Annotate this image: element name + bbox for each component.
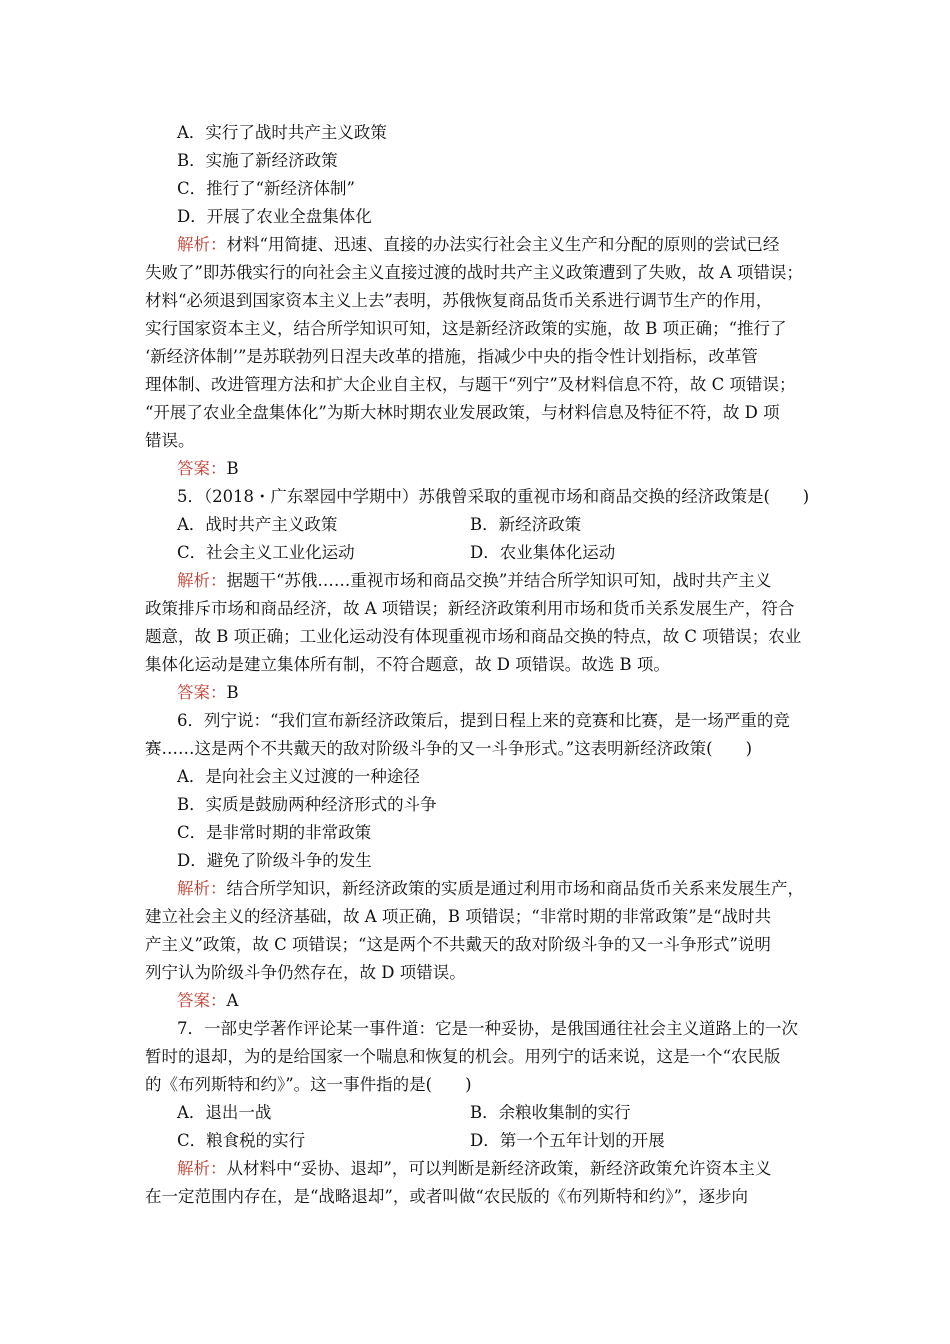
q7-stem-line: 7．一部史学著作评论某一事件道：它是一种妥协，是俄国通往社会主义道路上的一次 [177,1019,798,1038]
analysis-label: 解析： [177,571,227,590]
q4-analysis-line: 错误。 [145,431,195,450]
q6-stem-line: 赛……这是两个不共戴天的敌对阶级斗争的又一斗争形式。”这表明新经济政策( ) [145,739,753,758]
q5-option-c: C．社会主义工业化运动 [177,543,355,562]
q5-answer [177,683,239,703]
q4-option-c: C．推行了“新经济体制” [177,179,355,198]
q7-option-a: A．退出一战 [177,1103,272,1122]
answer-label: 答案： [177,683,227,702]
analysis-text: 材料“用简捷、迅速、直接的办法实行社会主义生产和分配的原则的尝试已经 [226,235,780,254]
q6-option-d: D．避免了阶级斗争的发生 [177,851,372,870]
q4-analysis-line: 材料“必须退到国家资本主义上去”表明，苏俄恢复商品货币关系进行调节生产的作用， [145,291,773,310]
q5-analysis-first-line [177,571,771,591]
q4-option-a: A．实行了战时共产主义政策 [177,123,387,142]
answer-value: B [226,459,239,478]
q6-analysis-line: 产主义”政策，故 C 项错误；“这是两个不共戴天的敌对阶级斗争的又一斗争形式”说明 [145,935,771,954]
analysis-label: 解析： [177,879,227,898]
q7-analysis-first-line [177,1159,771,1179]
q5-analysis-line: 集体化运动是建立集体所有制，不符合题意，故 D 项错误。故选 B 项。 [145,655,670,674]
q4-answer [177,459,239,479]
q4-analysis-first-line [177,235,779,255]
q4-analysis-line: “开展了农业全盘集体化”为斯大林时期农业发展政策，与材料信息及特征不符，故 D 项 [145,403,780,422]
analysis-text: 结合所学知识，新经济政策的实质是通过利用市场和商品货币关系来发展生产， [226,879,804,898]
q7-analysis-line: 在一定范围内存在，是“战略退却”，或者叫做“农民版的《布列斯特和约》”，逐步向 [145,1187,748,1206]
q5-option-a: A．战时共产主义政策 [177,515,338,534]
answer-label: 答案： [177,991,227,1010]
q5-stem: 5．（2018・广东翠园中学期中）苏俄曾采取的重视市场和商品交换的经济政策是( ) [177,487,810,506]
answer-label: 答案： [177,459,227,478]
q5-analysis-line: 政策排斥市场和商品经济，故 A 项错误；新经济政策利用市场和货币关系发展生产，符合 [145,599,795,618]
q6-option-c: C．是非常时期的非常政策 [177,823,372,842]
q5-option-b: B．新经济政策 [470,515,582,534]
q7-stem-line: 暂时的退却，为的是给国家一个喘息和恢复的机会。用列宁的话来说，这是一个“农民版 [145,1047,781,1066]
q4-analysis-line: ‘新经济体制’”是苏联勃列日涅夫改革的措施，指减少中央的指令性计划指标，改革管 [145,347,758,366]
q4-option-d: D．开展了农业全盘集体化 [177,207,372,226]
q4-analysis-line: 失败了”即苏俄实行的向社会主义直接过渡的战时共产主义政策遭到了失败，故 A 项错误； [145,263,803,282]
q4-analysis-line: 实行国家资本主义，结合所学知识可知，这是新经济政策的实施，故 B 项正确；“推行了 [145,319,787,338]
q7-option-b: B．余粮收集制的实行 [470,1103,631,1122]
q6-stem-line: 6．列宁说：“我们宣布新经济政策后，提到日程上来的竞赛和比赛，是一场严重的竞 [177,711,790,730]
q4-option-b: B．实施了新经济政策 [177,151,338,170]
q6-analysis-line: 列宁认为阶级斗争仍然存在，故 D 项错误。 [145,963,466,982]
analysis-label: 解析： [177,1159,227,1178]
q6-option-a: A．是向社会主义过渡的一种途径 [177,767,420,786]
analysis-text: 据题干“苏俄……重视市场和商品交换”并结合所学知识可知，战时共产主义 [226,571,772,590]
q7-stem-line: 的《布列斯特和约》”。这一事件指的是( ) [145,1075,472,1094]
q6-answer [177,991,238,1011]
q6-analysis-line: 建立社会主义的经济基础，故 A 项正确，B 项错误；“非常时期的非常政策”是“战时共 [145,907,772,926]
q6-option-b: B．实质是鼓励两种经济形式的斗争 [177,795,437,814]
q7-option-c: C．粮食税的实行 [177,1131,306,1150]
answer-value: B [226,683,239,702]
q5-analysis-line: 题意，故 B 项正确；工业化运动没有体现重视市场和商品交换的特点，故 C 项错误；农业 [145,627,802,646]
q6-analysis-first-line [177,879,804,899]
answer-value: A [226,991,239,1010]
q5-option-d: D．农业集体化运动 [470,543,616,562]
q4-analysis-line: 理体制、改进管理方法和扩大企业自主权，与题干“列宁”及材料信息不符，故 C 项错误； [145,375,796,394]
q7-option-d: D．第一个五年计划的开展 [470,1131,665,1150]
analysis-label: 解析： [177,235,227,254]
analysis-text: 从材料中“妥协、退却”，可以判断是新经济政策，新经济政策允许资本主义 [226,1159,772,1178]
